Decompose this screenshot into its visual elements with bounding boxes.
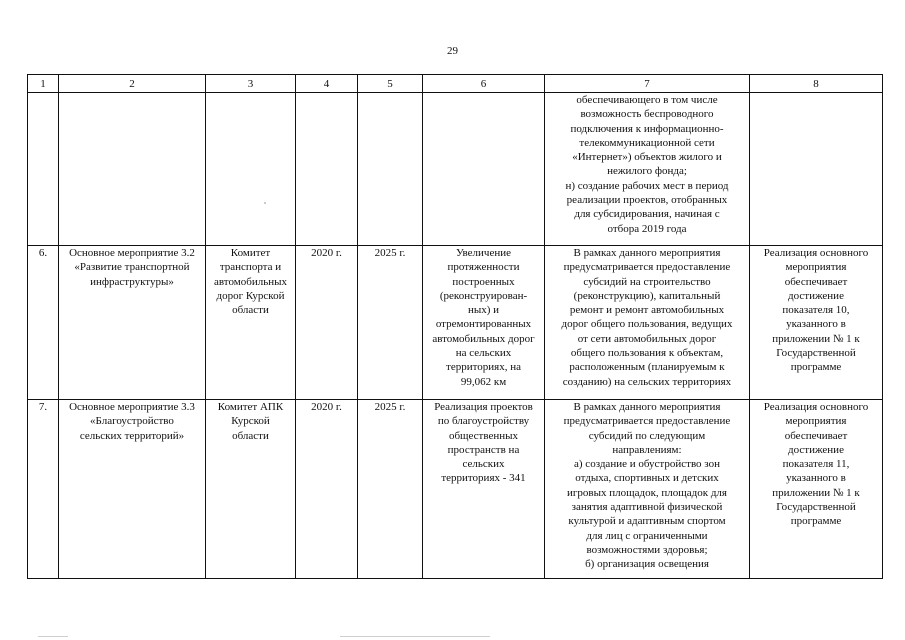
expected-result	[423, 93, 545, 246]
event-description: обеспечивающего в том числе возможность беспроводного подключения к информационно- телекоммуникационной сети «Интернет») объектов жилого и нежилого фонда; н) создание рабочих мест в период реализации проектов, отобранных для субсидирования, начиная с отбора 2019 года	[545, 93, 750, 246]
end-year: 2025 г.	[358, 246, 423, 400]
start-year: 2020 г.	[296, 246, 358, 400]
scan-artifact	[340, 636, 490, 637]
column-header: 5	[358, 75, 423, 93]
indicator-link: Реализация основного мероприятия обеспечивает достижение показателя 10, указанного в приложении № 1 к Государственной программе	[750, 246, 883, 400]
indicator-link: Реализация основного мероприятия обеспечивает достижение показателя 11, указанного в приложении № 1 к Государственной программе	[750, 400, 883, 579]
event-description: В рамках данного мероприятия предусматривается предоставление субсидий на строительство (реконструкцию), капитальный ремонт и ремонт автомобильных дорог общего пользования, ведущих от сети автомобильных дорог общего пользования к объектам, расположенным (планируемым к созданию) на сельских территориях	[545, 246, 750, 400]
start-year	[296, 93, 358, 246]
end-year	[358, 93, 423, 246]
event-name	[59, 93, 206, 246]
expected-result: Реализация проектов по благоустройству общественных пространств на сельских территориях - 341	[423, 400, 545, 579]
column-header: 3	[206, 75, 296, 93]
row-number: 6.	[28, 246, 59, 400]
row-number: 7.	[28, 400, 59, 579]
column-header: 4	[296, 75, 358, 93]
column-header: 2	[59, 75, 206, 93]
scan-speck	[264, 202, 266, 204]
executor	[206, 93, 296, 246]
column-header: 6	[423, 75, 545, 93]
table-row	[28, 400, 883, 579]
table-row	[28, 246, 883, 400]
table-row	[28, 93, 883, 246]
column-header: 7	[545, 75, 750, 93]
table-header-row	[28, 75, 883, 93]
expected-result: Увеличение протяженности построенных (реконструирован- ных) и отремонтированных автомобильных дорог на сельских территориях, на 99,062 км	[423, 246, 545, 400]
column-header: 8	[750, 75, 883, 93]
measures-table	[27, 74, 883, 579]
executor: Комитет транспорта и автомобильных дорог Курской области	[206, 246, 296, 400]
start-year: 2020 г.	[296, 400, 358, 579]
indicator-link	[750, 93, 883, 246]
event-description: В рамках данного мероприятия предусматривается предоставление субсидий по следующим направлениям: а) создание и обустройство зон отдыха, спортивных и детских игровых площадок, площадок для занятия адаптивной физической культурой и адаптивным спортом для лиц с ограниченными возможностями здоровья; б) организация освещения	[545, 400, 750, 579]
event-name: Основное мероприятие 3.3 «Благоустройство сельских территорий»	[59, 400, 206, 579]
end-year: 2025 г.	[358, 400, 423, 579]
executor: Комитет АПК Курской области	[206, 400, 296, 579]
column-header: 1	[28, 75, 59, 93]
page-number: 29	[447, 45, 458, 57]
event-name: Основное мероприятие 3.2 «Развитие транспортной инфраструктуры»	[59, 246, 206, 400]
row-number	[28, 93, 59, 246]
scan-artifact	[38, 636, 68, 637]
